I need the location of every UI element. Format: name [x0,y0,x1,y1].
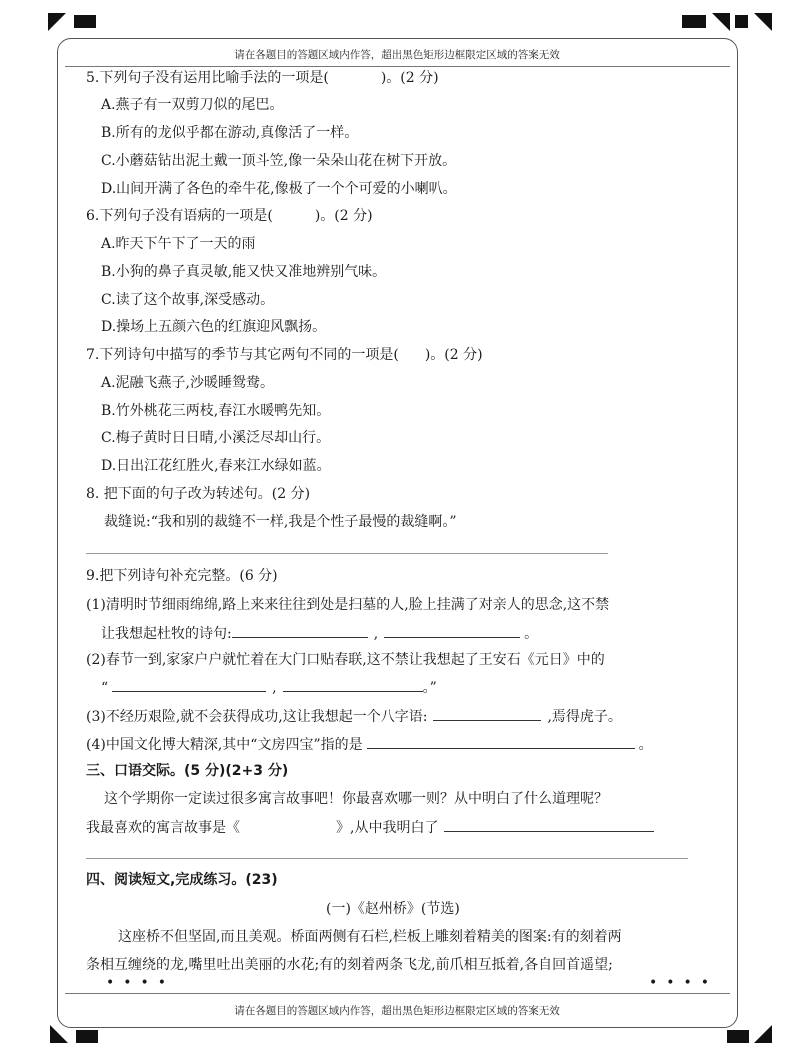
q9-part3-text-a: (3)不经历艰险,就不会获得成功,这让我想起一个八字语: [86,709,428,725]
q9-part1-line1: (1)清明时节细雨绵绵,路上来来往往到处是扫墓的人,脸上挂满了对亲人的思念,这不禁 [86,597,610,613]
q9-part2-line1: (2)春节一到,家家户户就忙着在大门口贴春联,这不禁让我想起了王安石《元日》中的 [86,652,605,668]
section3-lesson-blank[interactable] [444,818,654,832]
q7-stem-text-a: 7.下列诗句中描写的季节与其它两句不同的一项是( [86,347,399,363]
q6-stem-text-a: 6.下列句子没有语病的一项是( [86,208,273,224]
footer-notice: 请在各题目的答题区域内作答，超出黑色矩形边框限定区域的答案无效 [234,1005,560,1017]
section3-line1: 这个学期你一定读过很多寓言故事吧！你最喜欢哪一则？从中明白了什么道理呢？ [104,791,608,807]
q5-stem [86,69,439,87]
header-rule [65,66,730,67]
q9-part3 [86,707,622,726]
q8-stem: 8. 把下面的句子改为转述句。(2 分) [86,486,311,502]
q9-part2-open-quote: “ [101,680,109,696]
q5-option-b: B.所有的龙似乎都在游动,真像活了一样。 [101,125,359,141]
corner-mark-bottom-left-triangle [50,1025,68,1043]
q8-answer-line[interactable] [86,553,608,554]
q9-part4-text-a: (4)中国文化博大精深,其中“文房四宝”指的是 [86,737,363,753]
section3-line2 [86,818,654,837]
section3-line2-text-b: 》,从中我明白了 [336,820,439,836]
q9-part3-text-b: ,焉得虎子。 [547,709,622,725]
corner-mark-top-right-bar [682,15,706,28]
q5-option-a: A.燕子有一双剪刀似的尾巴。 [101,97,284,113]
q9-part1-line2 [101,624,538,643]
q9-stem: 9.把下列诗句补充完整。(6 分) [86,568,278,584]
corner-mark-bottom-right-triangle [754,1025,772,1043]
section3-title: 三、口语交际。(5 分)(2+3 分) [86,763,289,779]
q5-option-c: C.小蘑菇钻出泥土戴一顶斗笠,像一朵朵山花在树下开放。 [101,153,457,169]
q6-option-d: D.操场上五颜六色的红旗迎风飘扬。 [101,319,327,335]
q7-option-a: A.泥融飞燕子,沙暖睡鸳鸯。 [101,375,275,391]
corner-mark-top-right-square [735,15,748,28]
q7-option-c: C.梅子黄时日日晴,小溪泛尽却山行。 [101,430,331,446]
q6-stem [86,207,373,225]
q9-part3-blank[interactable] [433,707,541,721]
corner-mark-bottom-right-bar [727,1030,749,1043]
corner-mark-bottom-left-bar [76,1030,98,1043]
corner-mark-top-left-bar [74,15,96,28]
q9-part1-period: 。 [524,626,539,642]
q5-option-d: D.山间开满了各色的牵牛花,像极了一个个可爱的小喇叭。 [101,181,457,197]
section4-subtitle: (一)《赵州桥》(节选) [326,901,460,917]
q9-part1-comma: , [373,626,379,642]
section4-passage-line1: 这座桥不但坚固,而且美观。桥面两侧有石栏,栏板上雕刻着精美的图案:有的刻着两 [118,929,622,945]
q9-part1-blank-2[interactable] [384,624,520,638]
q5-stem-text-a: 5.下列句子没有运用比喻手法的一项是( [86,70,329,86]
q9-part1-prompt: 让我想起杜牧的诗句: [101,626,232,642]
q9-part2-blank-1[interactable] [112,678,266,692]
section3-answer-line[interactable] [86,858,688,859]
q9-part2-comma: , [272,680,277,696]
q9-part4 [86,735,653,754]
q9-part1-blank-1[interactable] [232,624,368,638]
section3-story-blank[interactable] [240,818,336,832]
header-notice: 请在各题目的答题区域内作答，超出黑色矩形边框限定区域的答案无效 [234,49,560,61]
q9-part4-blank[interactable] [367,735,635,749]
section4-passage-line2: 条相互缠绕的龙,嘴里吐出美丽的水花;有的刻着两条飞龙,前爪相互抵着,各自回首遥望; [86,957,613,973]
q9-part2-line2 [101,678,437,697]
section3-line2-text-a: 我最喜欢的寓言故事是《 [86,820,240,836]
q7-stem [86,346,483,364]
footer-rule [65,993,730,994]
q9-part2-close-quote: 。” [422,680,437,696]
q7-stem-text-b: )。(2 分) [424,347,483,363]
q7-option-d: D.日出江花红胜火,春来江水绿如蓝。 [101,458,331,474]
q6-option-c: C.读了这个故事,深受感动。 [101,292,275,308]
emphasis-dots-left: •••• [106,975,176,991]
corner-mark-top-right-triangle-a [712,13,730,31]
q5-stem-text-b: )。(2 分) [380,70,439,86]
corner-mark-top-right-triangle-b [754,13,772,31]
q6-option-b: B.小狗的鼻子真灵敏,能又快又准地辨别气味。 [101,264,387,280]
corner-mark-top-left-triangle [48,13,66,31]
q6-stem-text-b: )。(2 分) [314,208,373,224]
q9-part2-blank-2[interactable] [283,678,423,692]
emphasis-dots-right: •••• [649,975,719,991]
section4-title: 四、阅读短文,完成练习。(23) [86,872,278,888]
q8-sentence: 裁缝说:“我和别的裁缝不一样,我是个性子最慢的裁缝啊。” [104,514,457,530]
q7-option-b: B.竹外桃花三两枝,春江水暖鸭先知。 [101,403,331,419]
q6-option-a: A.昨天下午下了一天的雨 [101,236,256,252]
q9-part4-text-b: 。 [638,737,653,753]
